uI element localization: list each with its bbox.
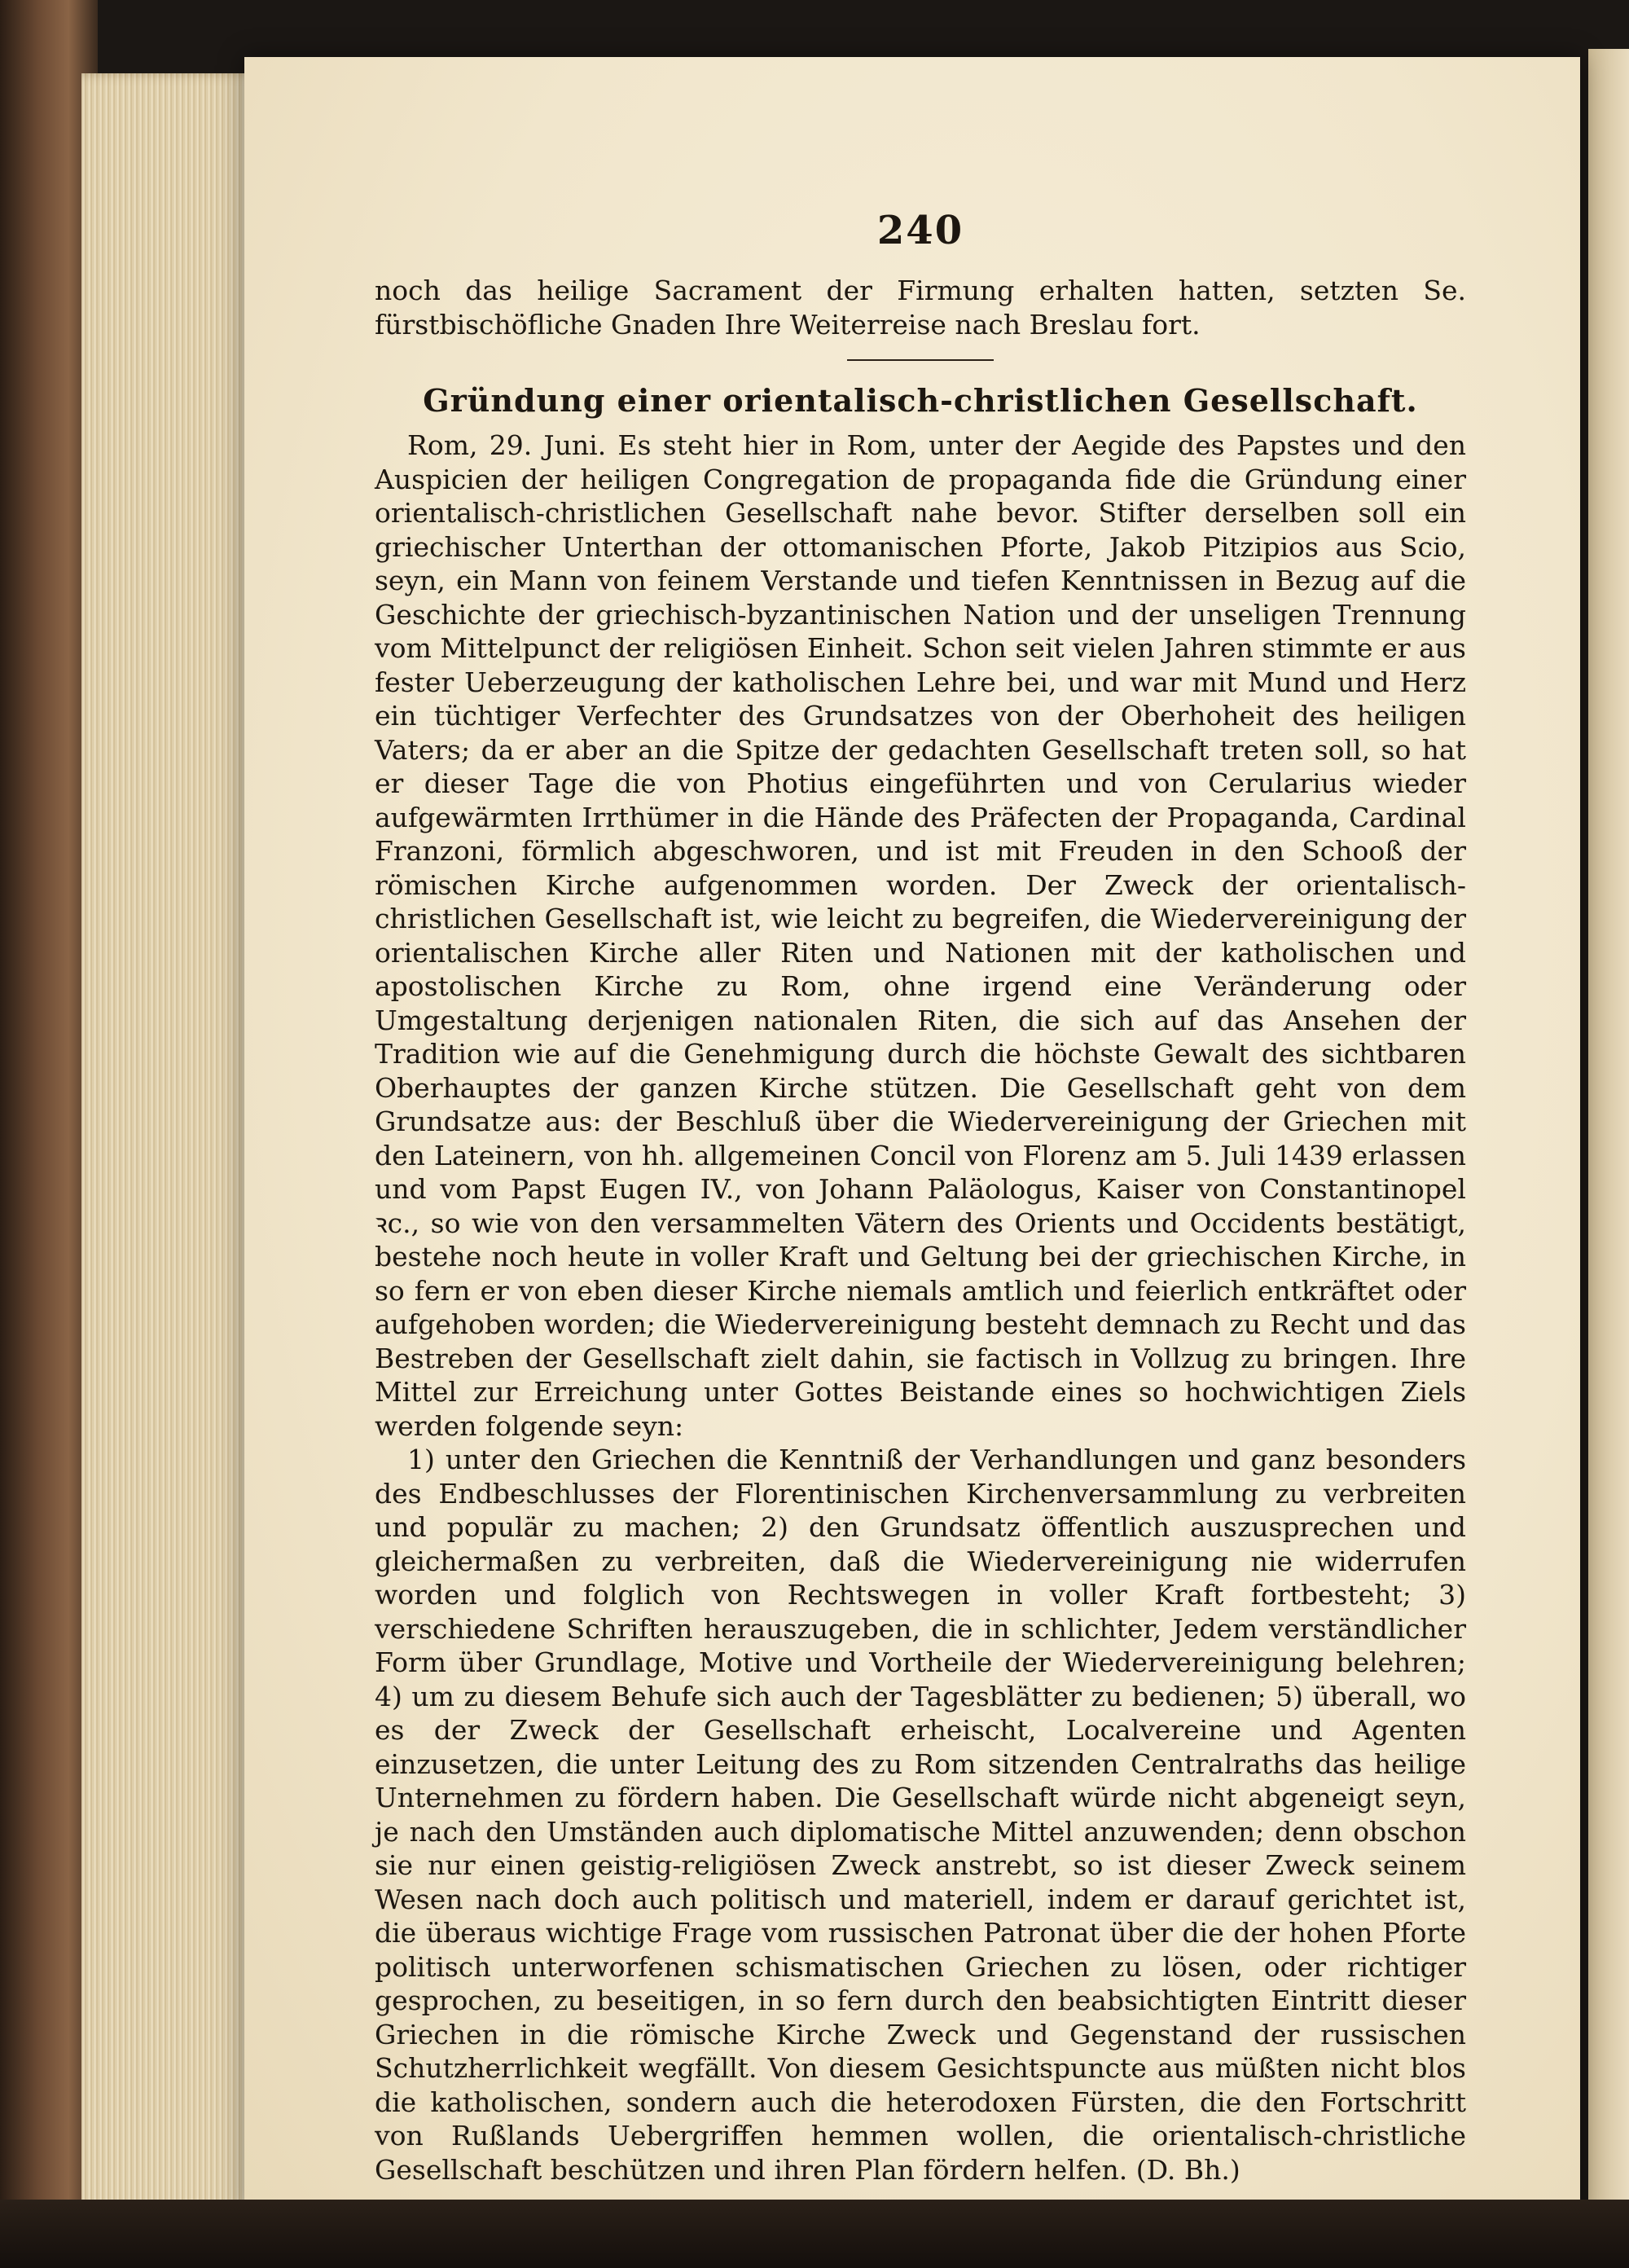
article-paragraph-2: 1) unter den Griechen die Kenntniß der Verhandlungen und ganz besonders des Endbeschlusses der Florentinischen Kirchenversammlung zu verbreiten und populär zu machen; 2) den Grundsatz öffentlich auszusprechen und gleichermaßen zu verbreiten, daß die Wiedervereinigung nie widerrufen worden und folglich von Rechtswegen in voller Kraft fortbesteht; 3) verschiedene Schriften herauszugeben, die in schlichter, Jedem verständlicher Form über Grundlage, Motive und Vortheile der Wiedervereinigung belehren; 4) um zu diesem Behufe sich auch der Tagesblätter zu bedienen; 5) überall, wo es der Zweck der Gesellschaft erheischt, Localvereine und Agenten einzusetzen, die unter Leitung des zu Rom sitzenden Centralraths das heilige Unternehmen zu fördern haben. Die Gesellschaft würde nicht abgeneigt seyn, je nach den Umständen auch diplomatische Mittel anzuwenden; denn obschon sie nur einen geistig-religiösen Zweck anstrebt, so ist dieser Zweck seinem Wesen nach doch auch politisch und materiell, indem er darauf gerichtet ist, die überaus wichtige Frage vom russischen Patronat über die der hohen Pforte politisch unterworfenen schismatischen Griechen zu lösen, oder richtiger gesprochen, zu beseitigen, in so fern durch den beabsichtigten Eintritt dieser Griechen in die römische Kirche Zweck und Gegenstand der russischen Schutzherrlichkeit wegfällt. Von diesem Gesichtspuncte aus müßten nicht blos die katholischen, sondern auch die heterodoxen Fürsten, die den Fortschritt von Rußlands Uebergriffen hemmen wollen, die orientalisch-christliche Gesellschaft beschützen und ihren Plan fördern helfen. (D. Bh.) <box>375 1444 1466 2186</box>
section-divider <box>847 359 994 361</box>
facing-page-edge <box>1588 49 1629 2216</box>
intro-paragraph: noch das heilige Sacrament der Firmung erhalten hatten, setzten Se. fürstbischöfliche Gnaden Ihre Weiterreise nach Breslau fort. <box>375 275 1466 341</box>
book-cover-bottom <box>0 2200 1629 2268</box>
article-title: Gründung einer orientalisch-christlichen Gesellschaft. <box>423 382 1418 419</box>
article-dateline: Rom, 29. Juni. <box>407 429 607 461</box>
page-stack-edges <box>81 73 269 2216</box>
page-content <box>375 208 1466 2258</box>
book-page <box>244 57 1580 2216</box>
article-paragraph-1 <box>375 429 1466 1443</box>
article-body-1: Es steht hier in Rom, unter der Aegide des Papstes und den Auspicien der heiligen Congregation de propaganda fide die Gründung einer orientalisch-christlichen Gesellschaft nahe bevor. Stifter derselben soll ein griechischer Unterthan der ottomanischen Pforte, Jakob Pitzipios aus Scio, seyn, ein Mann von feinem Verstande und tiefen Kenntnissen in Bezug auf die Geschichte der griechisch-byzantinischen Nation und der unseligen Trennung vom Mittelpunct der religiösen Einheit. Schon seit vielen Jahren stimmte er aus fester Ueberzeugung der katholischen Lehre bei, und war mit Mund und Herz ein tüchtiger Verfechter des Grundsatzes von der Oberhoheit des heiligen Vaters; da er aber an die Spitze der gedachten Gesellschaft treten soll, so hat er dieser Tage die von Photius eingeführten und von Cerularius wieder aufgewärmten Irrthümer in die Hände des Präfecten der Propaganda, Cardinal Franzoni, förmlich abgeschworen, und ist mit Freuden in den Schooß der römischen Kirche aufgenommen worden. Der Zweck der orientalisch-christlichen Gesellschaft ist, wie leicht zu begreifen, die Wiedervereinigung der orientalischen Kirche aller Riten und Nationen mit der katholischen und apostolischen Kirche zu Rom, ohne irgend eine Veränderung oder Umgestaltung derjenigen nationalen Riten, die sich auf das Ansehen der Tradition wie auf die Genehmigung durch die höchste Gewalt des sichtbaren Oberhauptes der ganzen Kirche stützen. Die Gesellschaft geht von dem Grundsatze aus: der Beschluß über die Wiedervereinigung der Griechen mit den Lateinern, von hh. allgemeinen Concil von Florenz am 5. Juli 1439 erlassen und vom Papst Eugen IV., von Johann Paläologus, Kaiser von Constantinopel ꝛc., so wie von den versammelten Vätern des Orients und Occidents bestätigt, bestehe noch heute in voller Kraft und Geltung bei der griechischen Kirche, in so fern er von eben dieser Kirche niemals amtlich und feierlich entkräftet oder aufgehoben worden; die Wiedervereinigung besteht demnach zu Recht und das Bestreben der Gesellschaft zielt dahin, sie factisch in Vollzug zu bringen. Ihre Mittel zur Erreichung unter Gottes Beistande eines so hochwichtigen Ziels werden folgende seyn: <box>375 429 1466 1442</box>
page-number: 240 <box>876 208 964 253</box>
